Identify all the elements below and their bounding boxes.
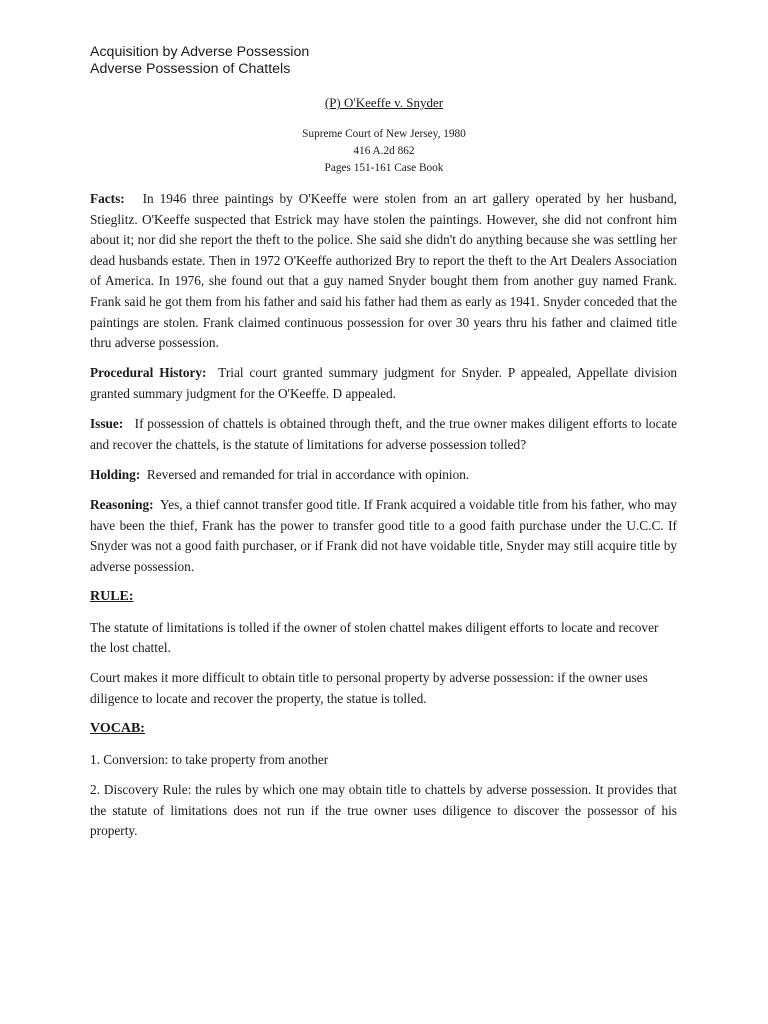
rule-paragraph-1: The statute of limitations is tolled if the owner of stolen chattel makes diligent efforts to locate and recover the lost chattel. bbox=[90, 619, 659, 656]
document-body bbox=[90, 189, 677, 851]
vocab-item-1: 1. Conversion: to take property from another bbox=[90, 751, 329, 767]
case-citation-block bbox=[0, 126, 768, 177]
reporter-citation: 416 A.2d 862 bbox=[353, 145, 415, 157]
holding-paragraph bbox=[90, 465, 677, 486]
procedural-history-label: Procedural History: bbox=[90, 365, 207, 381]
header-line-1: Acquisition by Adverse Possession bbox=[90, 44, 310, 60]
vocab-item-2: 2. Discovery Rule: the rules by which one may obtain title to chattels by adverse possession. It provides that the statute of limitations does not run if the true owner uses diligence to discover the possessor of his property. bbox=[90, 782, 677, 839]
facts-text: In 1946 three paintings by O'Keeffe were stolen from an art gallery operated by her husband, Stieglitz. O'Keeffe suspected that Estrick may have stolen the paintings. However, she did not confront him about it; nor did she report the theft to the police. She said she didn't do anything because she was settling her dead husbands estate. Then in 1972 O'Keeffe authorized Bry to report the theft to the Art Dealers Association of America. In 1976, she found out that a guy named Snyder bought them from another guy named Frank. Frank said he got them from his father and said his father had them as early as 1941. Snyder conceded that the paintings are stolen. Frank claimed continuous possession for over 30 years thru his father and claimed title thru adverse possession. bbox=[90, 191, 677, 351]
facts-label: Facts: bbox=[90, 191, 125, 206]
rule-heading: RULE: bbox=[90, 589, 134, 605]
issue-label: Issue: bbox=[90, 416, 124, 432]
header-line-2: Adverse Possession of Chattels bbox=[90, 61, 291, 77]
issue-text: If possession of chattels is obtained through theft, and the true owner makes diligent efforts to locate and recover the chattels, is the statute of limitations for adverse possession tolled? bbox=[90, 416, 677, 452]
facts-paragraph bbox=[90, 189, 677, 354]
rule-paragraph-2: Court makes it more difficult to obtain title to personal property by adverse possession: if the owner uses diligence to locate and recover the property, the statue is tolled. bbox=[90, 670, 648, 707]
procedural-history-text: Trial court granted summary judgment for Snyder. P appealed, Appellate division granted summary judgment for the O'Keeffe. D appealed. bbox=[90, 365, 677, 401]
court-name: Supreme Court of New Jersey, 1980 bbox=[302, 128, 466, 140]
document-header bbox=[90, 44, 309, 78]
vocab-heading: VOCAB: bbox=[90, 721, 145, 737]
reasoning-paragraph bbox=[90, 495, 677, 577]
issue-paragraph bbox=[90, 414, 677, 455]
holding-text: Reversed and remanded for trial in accordance with opinion. bbox=[146, 466, 470, 482]
reasoning-text: Yes, a thief cannot transfer good title. If Frank acquired a voidable title from his father, who may have been the thief, Frank has the power to transfer good title to a good faith purchase under the U.C.C. If Snyder was not a good faith purchaser, or if Frank did not have voidable title, Snyder may still acquire title by adverse possession. bbox=[90, 497, 677, 574]
procedural-history-paragraph bbox=[90, 363, 677, 404]
casebook-pages: Pages 151-161 Case Book bbox=[324, 162, 444, 174]
holding-label: Holding: bbox=[90, 466, 141, 482]
case-title: (P) O'Keeffe v. Snyder bbox=[324, 95, 444, 110]
reasoning-label: Reasoning: bbox=[90, 497, 154, 513]
